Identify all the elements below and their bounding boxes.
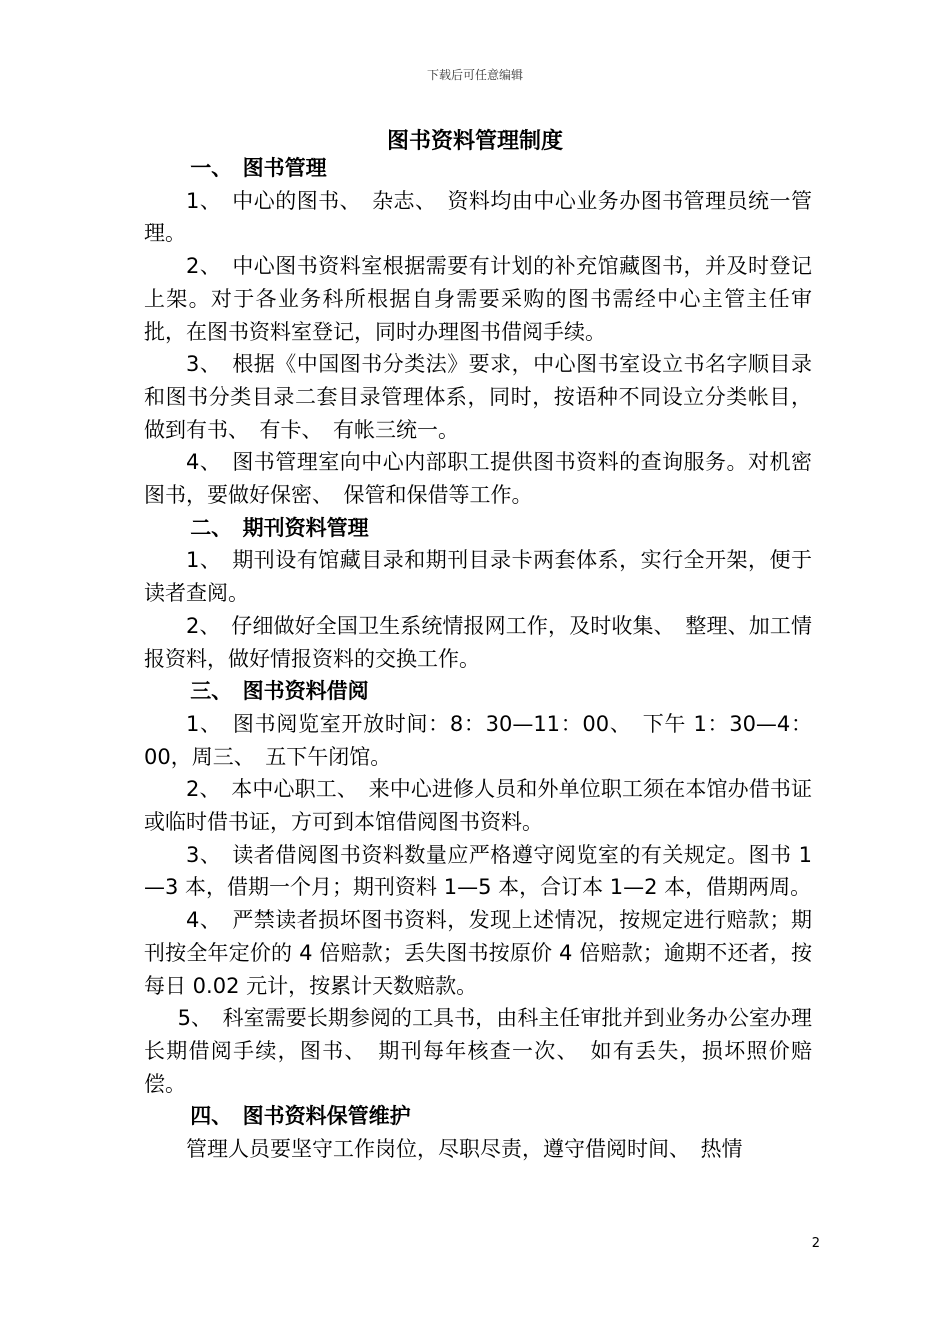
paragraph: 3、 根据《中国图书分类法》要求，中心图书室设立书名字顺目录和图书分类目录二套目录管理体系，同时，按语种不同设立分类帐目，做到有书、 有卡、 有帐三统一。 bbox=[144, 352, 812, 442]
section-heading-1: 一、 图书管理 bbox=[190, 156, 327, 180]
section-heading-2: 二、 期刊资料管理 bbox=[190, 515, 369, 540]
paragraph: 1、 图书阅览室开放时间：8：30—11：00、 下午 1：30—4：00，周三、 五下午闭馆。 bbox=[144, 711, 812, 769]
paragraph: 2、 仔细做好全国卫生系统情报网工作，及时收集、 整理、加工情报资料，做好情报资料的交换工作。 bbox=[144, 613, 812, 671]
section-heading-3: 三、 图书资料借阅 bbox=[190, 679, 369, 704]
paragraph: 3、 读者借阅图书资料数量应严格遵守阅览室的有关规定。图书 1—3 本，借期一个月；期刊资料 1—5 本，合订本 1—2 本，借期两周。 bbox=[144, 842, 812, 900]
paragraph: 2、 本中心职工、 来中心进修人员和外单位职工须在本馆办借书证或临时借书证，方可到本馆借阅图书资料。 bbox=[144, 777, 812, 835]
paragraph: 1、 期刊设有馆藏目录和期刊目录卡两套体系，实行全开架，便于读者查阅。 bbox=[144, 548, 812, 606]
document-body bbox=[144, 152, 812, 1166]
paragraph: 1、 中心的图书、 杂志、 资料均由中心业务办图书管理员统一管理。 bbox=[144, 188, 812, 246]
document-title: 图书资料管理制度 bbox=[386, 129, 563, 154]
paragraph: 5、 科室需要长期参阅的工具书，由科主任审批并到业务办公室办理长期借阅手续，图书、 期刊每年核查一次、 如有丢失，损坏照价赔偿。 bbox=[144, 1006, 812, 1096]
paragraph: 2、 中心图书资料室根据需要有计划的补充馆藏图书，并及时登记上架。对于各业务科所根据自身需要采购的图书需经中心主管主任审批，在图书资料室登记，同时办理图书借阅手续。 bbox=[144, 254, 812, 344]
section-heading-4: 四、 图书资料保管维护 bbox=[190, 1104, 411, 1129]
page-number: 2 bbox=[811, 1236, 820, 1251]
paragraph: 4、 严禁读者损坏图书资料，发现上述情况，按规定进行赔款；期刊按全年定价的 4 倍赔款；丢失图书按原价 4 倍赔款；逾期不还者，按每日 0.02 元计，按累计天数赔款。 bbox=[144, 908, 812, 998]
paragraph: 4、 图书管理室向中心内部职工提供图书资料的查询服务。对机密图书，要做好保密、 保管和保借等工作。 bbox=[144, 450, 812, 508]
page-header-note: 下载后可任意编辑 bbox=[426, 68, 523, 82]
paragraph: 管理人员要坚守工作岗位，尽职尽责，遵守借阅时间、 热情 bbox=[186, 1137, 743, 1162]
